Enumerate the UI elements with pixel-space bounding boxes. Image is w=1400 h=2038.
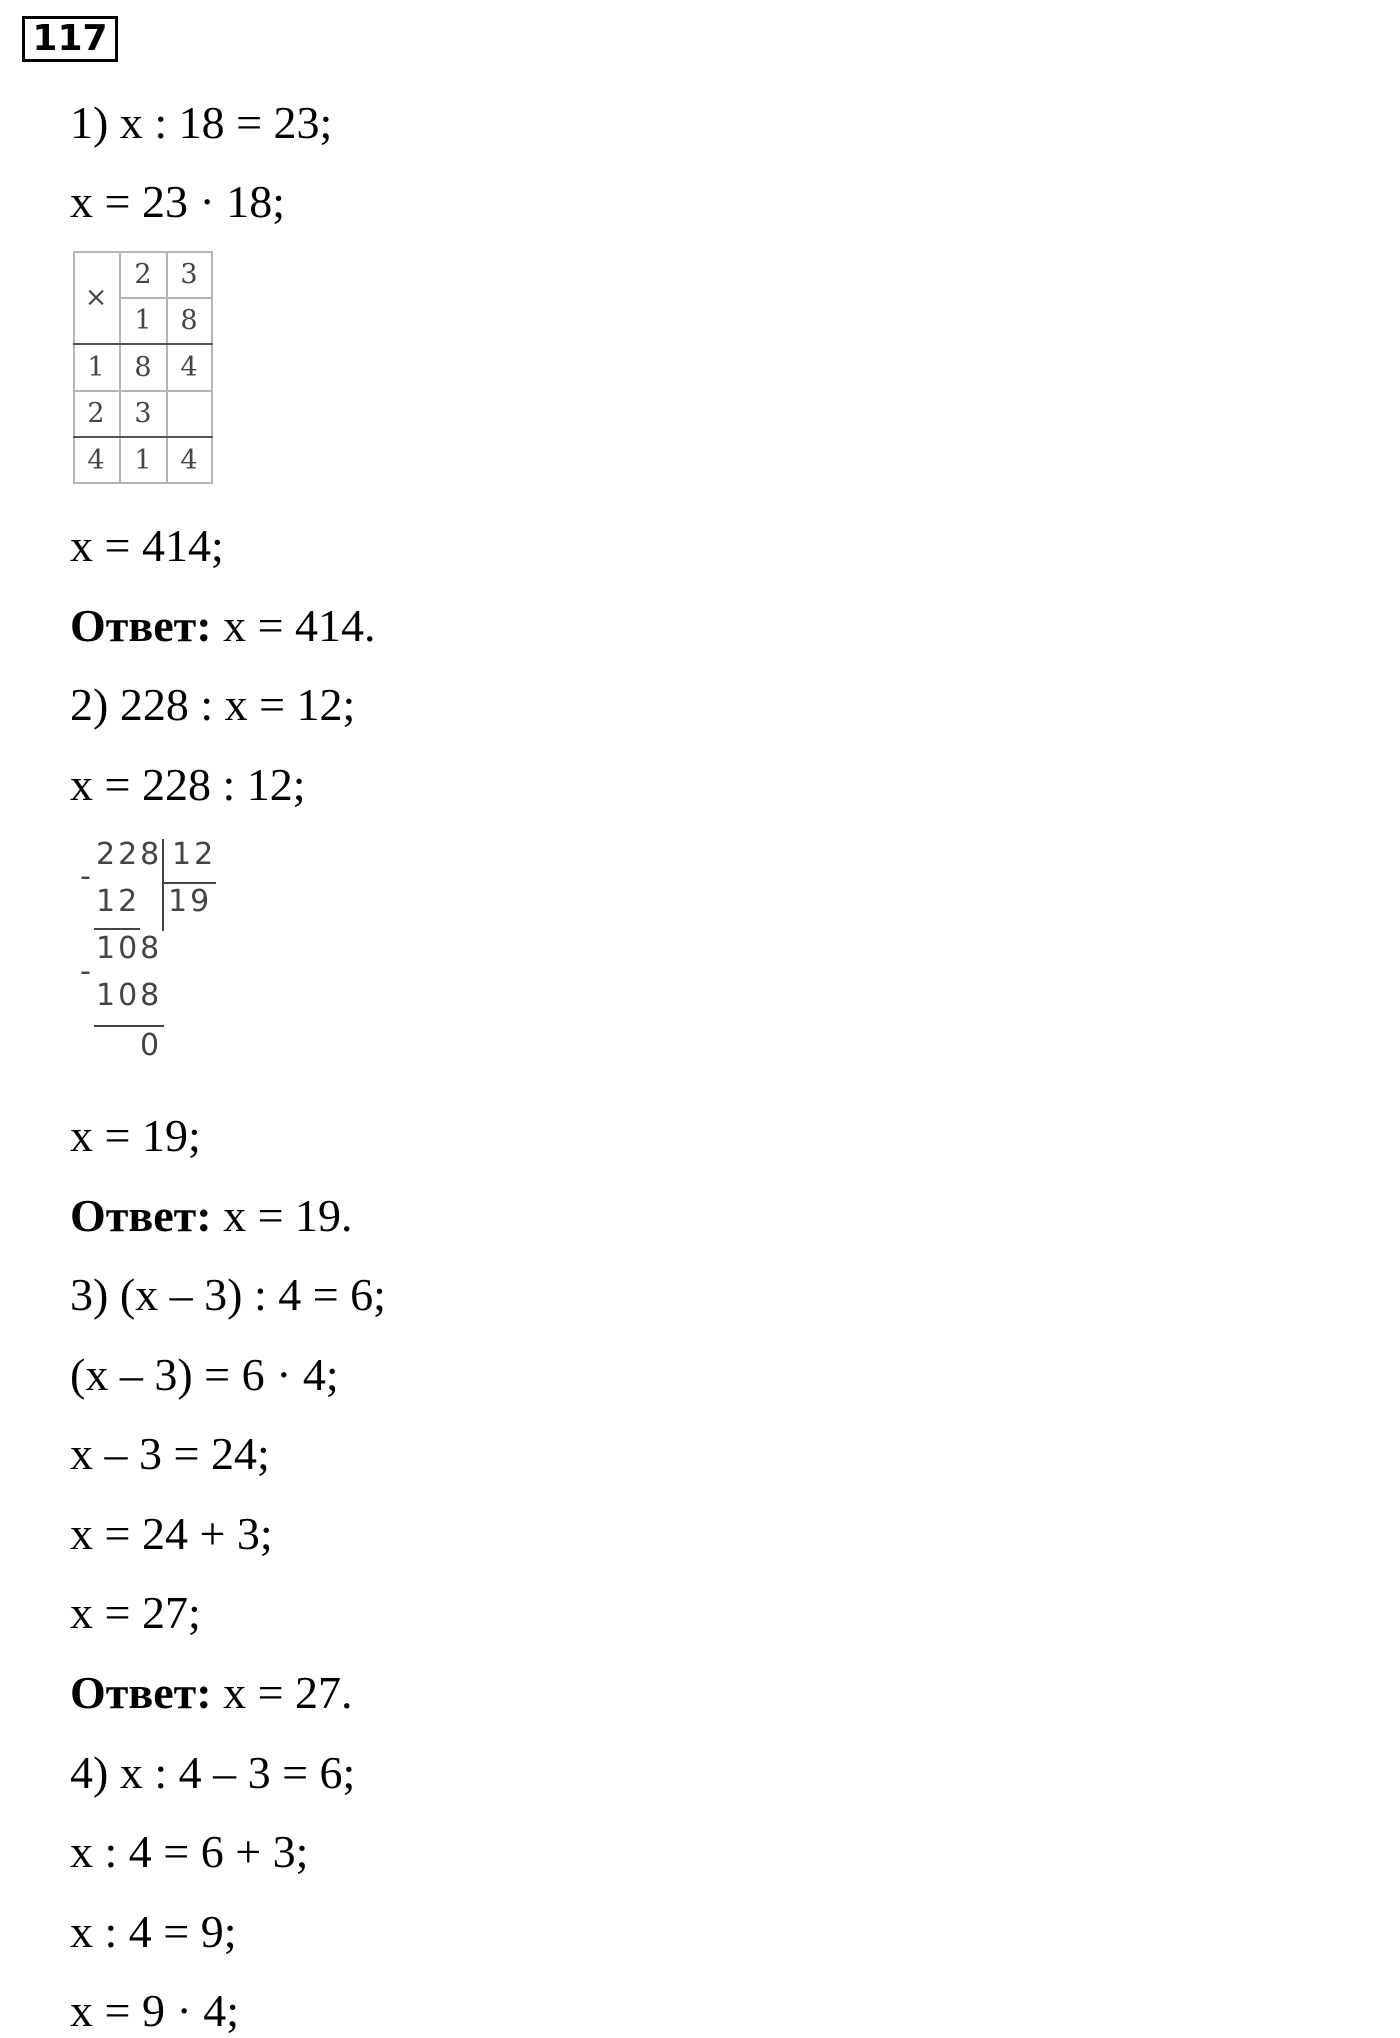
part1-step: x = 23 · 18; <box>70 176 286 227</box>
part2-result: x = 19; <box>70 1110 201 1161</box>
minus-sign: - <box>80 954 94 989</box>
grid-digit: 4 <box>180 351 198 383</box>
part3-result: x = 27; <box>70 1587 201 1638</box>
part3-step: x = 24 + 3; <box>70 1508 273 1559</box>
part4-step: x : 4 = 9; <box>70 1906 237 1957</box>
multiplication-grid <box>73 251 213 484</box>
part2-answer <box>70 1189 353 1243</box>
grid-digit: 1 <box>134 444 152 476</box>
answer-label: Ответ: <box>70 600 212 651</box>
partial-remainder: 108 <box>96 931 163 966</box>
answer-label: Ответ: <box>70 1667 212 1718</box>
part3-answer <box>70 1666 353 1720</box>
grid-digit: 2 <box>87 397 105 429</box>
part3-equation: 3) (x – 3) : 4 = 6; <box>70 1269 386 1320</box>
grid-digit: 3 <box>180 258 198 290</box>
grid-digit: 1 <box>134 304 152 336</box>
grid-digit: 2 <box>134 258 152 290</box>
part4-step: x = 9 · 4; <box>70 1985 240 2036</box>
part3-step: x – 3 = 24; <box>70 1428 270 1479</box>
answer-value: x = 414. <box>211 600 376 651</box>
dividend: 228 <box>96 837 163 872</box>
quotient: 19 <box>168 884 213 919</box>
part4-equation: 4) x : 4 – 3 = 6; <box>70 1747 356 1798</box>
remainder: 0 <box>140 1028 163 1063</box>
part1-equation: 1) x : 18 = 23; <box>70 97 333 148</box>
subtrahend: 108 <box>96 978 163 1013</box>
grid-digit: 4 <box>87 444 105 476</box>
long-division <box>80 837 230 1077</box>
part1-answer <box>70 599 376 653</box>
part4-step: x : 4 = 6 + 3; <box>70 1826 309 1877</box>
divisor: 12 <box>172 837 217 872</box>
multiply-sign: × <box>84 281 108 313</box>
grid-digit: 4 <box>180 444 198 476</box>
minus-sign: - <box>80 859 94 894</box>
problem-number: 117 <box>22 16 118 62</box>
part2-equation: 2) 228 : x = 12; <box>70 679 356 730</box>
part2-step: x = 228 : 12; <box>70 759 306 810</box>
grid-digit: 3 <box>134 397 152 429</box>
answer-value: x = 27. <box>211 1667 353 1718</box>
grid-digit: 8 <box>180 304 198 336</box>
grid-digit: 1 <box>87 351 105 383</box>
grid-digit: 8 <box>134 351 152 383</box>
part1-result: x = 414; <box>70 520 224 571</box>
answer-label: Ответ: <box>70 1190 212 1241</box>
answer-value: x = 19. <box>211 1190 353 1241</box>
part3-step: (x – 3) = 6 · 4; <box>70 1349 339 1400</box>
subtrahend: 12 <box>96 884 141 919</box>
